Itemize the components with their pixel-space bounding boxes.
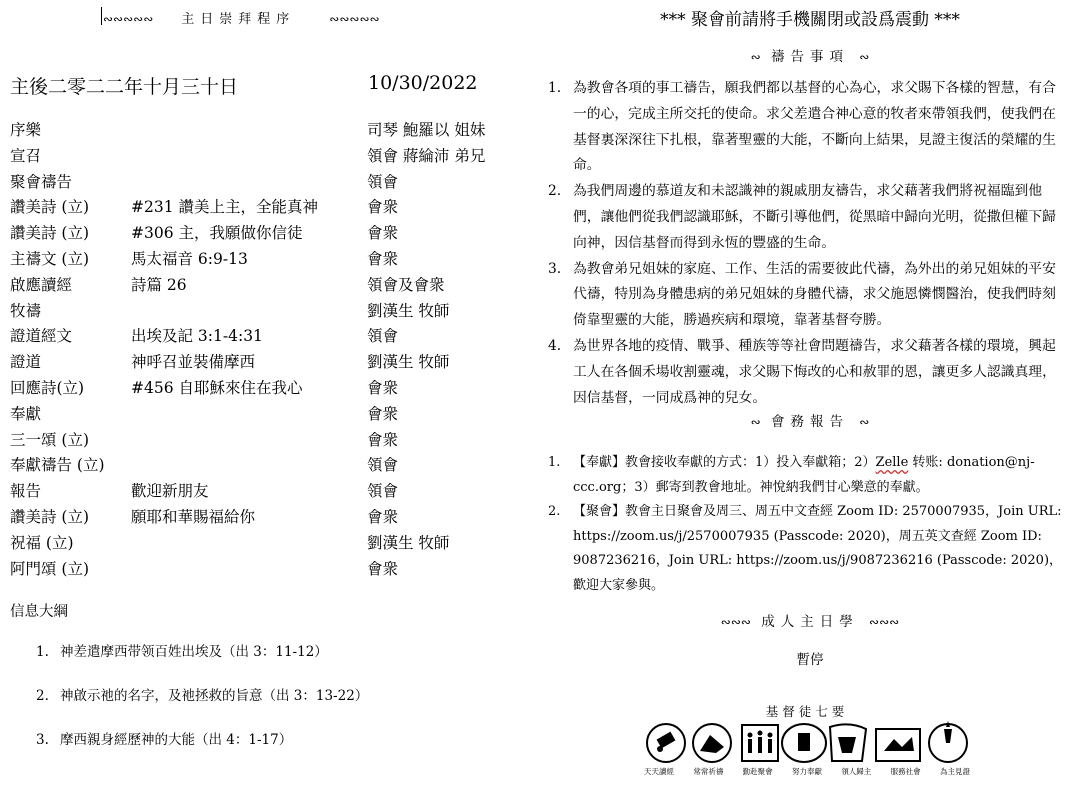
sunday-school-title-text: 成人主日學: [761, 614, 859, 630]
program-row: [10, 503, 510, 529]
essential-label: 為主見證: [939, 767, 970, 776]
announcement-list: [548, 451, 1066, 599]
program-row: [10, 322, 510, 348]
date-western: 10/30/2022: [368, 72, 478, 94]
prayer-list: [548, 76, 1066, 411]
program-item: 讚美詩 (立): [10, 507, 90, 526]
program-item: 奉獻: [10, 404, 42, 423]
program-item: 聚會禱告: [10, 172, 73, 191]
title-ornament-right: ∾∾∾∾∾: [329, 12, 380, 26]
program-item: 讚美詩 (立): [10, 224, 90, 243]
program-item: 序樂: [10, 121, 42, 139]
program-content: #231 讚美上主，全能真神: [131, 198, 318, 217]
program-content: 馬太福音 6:9-13: [131, 249, 248, 268]
program-item: 阿門頌 (立): [10, 559, 90, 578]
program-leader: 劉漢生 牧師: [367, 353, 450, 372]
program-item: 證道經文: [10, 327, 73, 346]
date-chinese: 主後二零二二年十月三十日: [10, 76, 239, 98]
program-leader: 領會: [367, 172, 399, 191]
essential-label: 領人歸主: [841, 767, 872, 776]
outline-text: 神啟示祂的名字，及祂拯救的旨意（出 3：13-22）: [60, 688, 369, 704]
prayer-text: 為教會弟兄姐妹的家庭、工作、生活的需要彼此代禱，為外出的弟兄姐妹的平安代禱，特別為身體患病的弟兄姐妹的身體代禱，求父施恩憐憫醫治，使我們時刻倚靠聖靈的大能，勝過疾病和環境，靠著基督夸勝。: [573, 260, 1056, 329]
program-item: 牧禱: [10, 301, 42, 320]
program-leader: 會衆: [367, 198, 399, 217]
announcement-number: 2.: [548, 504, 561, 520]
program-leader: 會衆: [367, 378, 399, 397]
ornament-icon: ∾: [750, 50, 761, 64]
program-row: [10, 451, 510, 477]
seven-essentials-graphic: [644, 702, 970, 792]
program-row: [10, 426, 510, 452]
prayer-section-title: [540, 45, 1077, 65]
report-title-text: 會務報告: [771, 414, 849, 430]
sunday-school-status: 暫停: [796, 652, 824, 668]
program-title: [103, 8, 380, 27]
worship-program: [10, 116, 510, 580]
ornament-icon: ∾∾∾: [720, 615, 751, 629]
prayer-item: [548, 179, 1066, 256]
ornament-icon: ∾: [750, 415, 761, 429]
program-row: [10, 142, 510, 168]
program-row: [10, 193, 510, 219]
program-row: [10, 477, 510, 503]
program-leader: 領會: [367, 456, 399, 475]
prayer-number: 2.: [548, 183, 562, 200]
prayer-number: 3.: [548, 260, 562, 277]
program-item: 宣召: [10, 146, 42, 165]
program-content: #306 主，我願做你信徒: [131, 224, 303, 243]
program-content: 詩篇 26: [131, 275, 187, 294]
program-row: [10, 297, 510, 323]
outline-number: 3.: [36, 732, 49, 748]
prayer-item: [548, 334, 1066, 411]
program-row: [10, 271, 510, 297]
seven-essentials-title: 基督徒七要: [765, 704, 849, 719]
program-item: 證道: [10, 353, 42, 372]
prayer-number: 4.: [548, 337, 562, 354]
program-title-text: 主日崇拜程序: [181, 12, 296, 27]
ornament-icon: ∾: [859, 50, 870, 64]
program-row: [10, 116, 510, 142]
prayer-item: [548, 257, 1066, 334]
outline-item: [36, 640, 368, 684]
program-content: 神呼召並裝備摩西: [131, 353, 256, 372]
program-item: 報告: [10, 482, 42, 501]
program-item: 讚美詩 (立): [10, 198, 90, 217]
program-leader: 會衆: [367, 507, 399, 526]
outline-text: 摩西親身經歷神的大能（出 4：1-17）: [60, 732, 293, 748]
announcement-item: [548, 500, 1066, 598]
prayer-text: 為教會各項的事工禱告，願我們都以基督的心為心，求父賜下各樣的智慧，有合一的心，完成主所交托的使命。求父差遣合神心意的牧者來帶領我們，使我們在基督裏深深往下扎根，靠著聖靈的大能，不斷向上結果，見證主復活的榮耀的生命。: [573, 80, 1056, 174]
announcement-text: 【聚會】教會主日聚會及周三、周五中文查經 Zoom ID: 2570007935，Join URL: https://zoom.us/j/2570007935 (Passcode: 2020)，周五英文查經 Zoom ID: 9087236216，Join URL: https://zoom.us/j/9087236216 (Passcode: 2020)，歡迎大家參與。: [573, 504, 1063, 593]
phone-notice: *** 聚會前請將手機關閉或設爲震動 ***: [660, 10, 960, 30]
essential-label: 努力奉獻: [791, 767, 822, 776]
program-leader: 劉漢生 牧師: [367, 533, 450, 552]
report-section-title: [540, 410, 1077, 430]
program-row: [10, 168, 510, 194]
essential-label: 天天讀經: [644, 767, 674, 776]
program-leader: 會衆: [367, 224, 399, 243]
title-ornament-left: ∾∾∾∾∾: [103, 12, 154, 26]
program-leader: 司琴 鮑羅以 姐妹: [367, 121, 486, 139]
prayer-item: [548, 76, 1066, 179]
program-row: [10, 400, 510, 426]
outline-text: 神差遣摩西带领百姓出埃及（出 3：11-12）: [60, 644, 328, 660]
essential-label: 常常祈禱: [693, 767, 724, 776]
ornament-icon: ∾: [859, 415, 870, 429]
program-item: 奉獻禱告 (立): [10, 456, 105, 475]
program-item: 祝福 (立): [10, 533, 74, 552]
program-item: 三一頌 (立): [10, 430, 90, 449]
prayer-text: 為世界各地的疫情、戰爭、種族等等社會問題禱告，求父藉著各樣的環境，興起工人在各個禾場收割靈魂，求父賜下悔改的心和赦罪的恩，讓更多人認識真理，因信基督，一同成爲神的兒女。: [573, 337, 1056, 406]
essential-label: 勤赴聚會: [742, 767, 773, 776]
seven-essentials-labels: [644, 766, 970, 777]
sunday-school-title: [540, 610, 1077, 630]
program-content: 願耶和華賜福給你: [131, 507, 256, 526]
program-row: [10, 219, 510, 245]
outline-number: 1.: [36, 644, 49, 660]
announcement-number: 1.: [548, 455, 561, 470]
outline-item: [36, 728, 368, 772]
program-row: [10, 529, 510, 555]
prayer-title-text: 禱告事項: [771, 49, 849, 65]
program-leader: 會衆: [367, 249, 399, 268]
program-row: [10, 348, 510, 374]
ornament-icon: ∾∾∾: [869, 615, 900, 629]
program-item: 回應詩(立): [10, 378, 85, 397]
announcement-text-cont: 转账: donation@nj-ccc.org；3）郵寄到教會地址。神悅納我們甘心樂意的奉獻。: [573, 455, 1035, 495]
program-item: 啟應讀經: [10, 275, 73, 294]
program-leader: 領會及會衆: [367, 275, 445, 294]
program-row: [10, 374, 510, 400]
announcement-item: [548, 451, 1066, 500]
prayer-text: 為我們周邊的慕道友和未認識神的親戚朋友禱告，求父藉著我們將祝福臨到他們，讓他們從我們認識耶穌，不斷引導他們，從黑暗中歸向光明，從撒但權下歸向神，因信基督而得到永恆的豐盛的生命。: [573, 183, 1056, 251]
zelle-word: Zelle: [875, 455, 909, 470]
announcement-text: 【奉獻】教會接收奉獻的方式：1）投入奉獻箱；2）: [573, 455, 876, 470]
program-content: #456 自耶穌來住在我心: [131, 378, 303, 397]
program-leader: 領會: [367, 327, 399, 346]
program-item: 主禱文 (立): [10, 249, 90, 268]
seven-essentials-icons: [644, 721, 970, 791]
program-leader: 會衆: [367, 404, 399, 423]
program-leader: 劉漢生 牧師: [367, 301, 450, 320]
program-content: 歡迎新朋友: [131, 482, 209, 501]
text-cursor: [101, 7, 102, 25]
program-leader: 會衆: [367, 559, 399, 578]
outline-item: [36, 684, 368, 728]
program-leader: 領會: [367, 482, 399, 501]
sermon-outline: [36, 640, 368, 772]
program-content: 出埃及記 3:1-4:31: [131, 327, 263, 346]
program-row: [10, 555, 510, 581]
prayer-number: 1.: [548, 80, 562, 96]
essential-label: 服務社會: [890, 767, 921, 776]
program-row: [10, 245, 510, 271]
program-leader: 領會 蔣綸沛 弟兄: [367, 146, 486, 165]
sermon-outline-title: 信息大綱: [10, 604, 68, 620]
outline-number: 2.: [36, 688, 49, 704]
program-leader: 會衆: [367, 430, 399, 449]
